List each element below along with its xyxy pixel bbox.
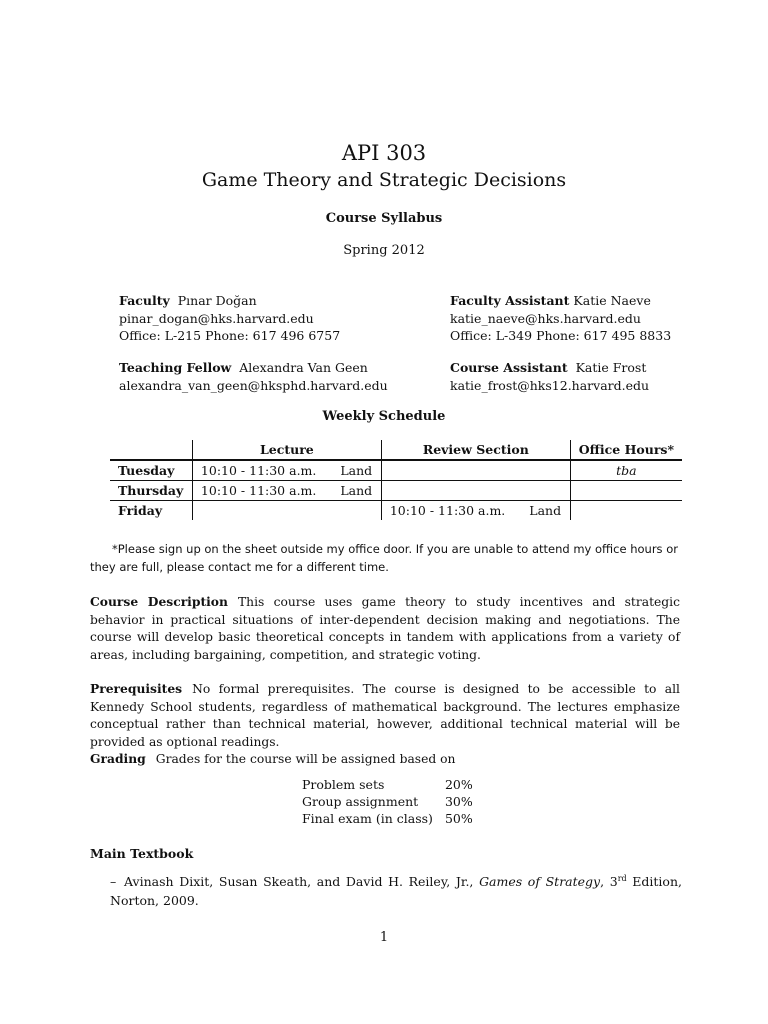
lecture-room: Land xyxy=(340,483,373,498)
grading-label: Grading xyxy=(90,751,146,766)
faculty-assistant-name: Katie Naeve xyxy=(573,293,651,308)
grading xyxy=(90,750,680,769)
review-time: 10:10 - 11:30 a.m. xyxy=(389,503,506,518)
lecture-room: Land xyxy=(340,463,373,478)
review-room: Land xyxy=(529,503,562,518)
page-number: 1 xyxy=(379,930,389,945)
faculty-assistant-block xyxy=(450,292,671,345)
schedule-lecture-cell xyxy=(192,501,381,521)
schedule-title: Weekly Schedule xyxy=(322,409,446,424)
faculty-assistant-email: katie_naeve@hks.harvard.edu xyxy=(450,310,641,326)
schedule-office-cell: tba xyxy=(570,460,682,481)
table-row xyxy=(298,776,477,793)
schedule-note: *Please sign up on the sheet outside my office door. If you are unable to attend my office hours or they are full, please contact me for a different time. xyxy=(90,542,678,574)
grading-text: Grades for the course will be assigned based on xyxy=(155,752,456,766)
textbook-edition-num: , 3 xyxy=(600,874,618,889)
course-assistant-name: Katie Frost xyxy=(575,360,647,375)
lecture-time: 10:10 - 11:30 a.m. xyxy=(200,463,317,478)
table-row xyxy=(110,481,682,501)
course-assistant-role: Course Assistant xyxy=(450,360,568,375)
schedule-lecture-cell xyxy=(192,481,381,501)
doc-type: Course Syllabus xyxy=(325,211,443,226)
prerequisites-label: Prerequisites xyxy=(90,681,183,696)
schedule-review-cell xyxy=(381,501,570,521)
term: Spring 2012 xyxy=(343,243,425,258)
schedule-header-lecture: Lecture xyxy=(192,440,381,460)
schedule-day: Tuesday xyxy=(110,460,192,481)
course-description xyxy=(90,593,680,664)
textbook-authors: Avinash Dixit, Susan Skeath, and David H. Reiley, Jr., xyxy=(124,874,474,889)
grade-item-pct: 30% xyxy=(444,794,473,809)
schedule-office-cell xyxy=(570,501,682,521)
faculty-assistant-office: Office: L-349 Phone: 617 495 8833 xyxy=(450,328,672,343)
prerequisites-text: No formal prerequisites. The course is designed to be accessible to all Kennedy School students, regardless of mathematical background. The lectures emphasize conceptual rather than technical material, however, additional technical material will be provided as optional readings. xyxy=(90,682,680,749)
grading-table xyxy=(298,776,477,827)
schedule-review-cell xyxy=(381,460,570,481)
schedule-header-row xyxy=(110,440,682,460)
table-row xyxy=(298,810,477,827)
schedule-header-office: Office Hours* xyxy=(570,440,682,460)
textbook-heading: Main Textbook xyxy=(90,846,194,861)
schedule-table xyxy=(110,440,682,520)
table-row xyxy=(298,793,477,810)
list-dash: – xyxy=(110,874,117,889)
schedule-lecture-cell xyxy=(192,460,381,481)
schedule-header-blank xyxy=(110,440,192,460)
textbook-edition-rest: Edition, Norton, 2009. xyxy=(110,874,682,908)
table-row xyxy=(110,501,682,521)
course-description-text: This course uses game theory to study incentives and strategic behavior in practical situations of inter-dependent decision making and negotiations. The course will develop basic theoretical concepts in tandem with applications from a variety of areas, including bargaining, competition, and strategic voting. xyxy=(90,595,680,662)
lecture-time: 10:10 - 11:30 a.m. xyxy=(200,483,317,498)
faculty-email: pinar_dogan@hks.harvard.edu xyxy=(119,310,314,326)
schedule-header-review: Review Section xyxy=(381,440,570,460)
prerequisites xyxy=(90,680,680,751)
course-assistant-email: katie_frost@hks12.harvard.edu xyxy=(450,377,650,393)
course-code: API 303 xyxy=(341,141,427,165)
schedule-review-cell xyxy=(381,481,570,501)
schedule-office-cell xyxy=(570,481,682,501)
faculty-block xyxy=(119,292,340,345)
faculty-name: Pınar Doğan xyxy=(177,293,257,308)
textbook-item xyxy=(110,872,682,910)
grade-item-pct: 50% xyxy=(444,811,473,826)
teaching-fellow-name: Alexandra Van Geen xyxy=(239,360,368,375)
faculty-office: Office: L-215 Phone: 617 496 6757 xyxy=(119,328,341,343)
textbook-title: Games of Strategy xyxy=(479,874,601,889)
faculty-role: Faculty xyxy=(119,293,170,308)
course-assistant-block xyxy=(450,359,649,394)
course-title: Game Theory and Strategic Decisions xyxy=(201,169,567,191)
teaching-fellow-email: alexandra_van_geen@hksphd.harvard.edu xyxy=(119,377,388,393)
table-row xyxy=(110,460,682,481)
grade-item-name: Final exam (in class) xyxy=(302,811,433,826)
textbook-edition-sup: rd xyxy=(617,873,627,883)
grade-item-name: Group assignment xyxy=(302,794,419,809)
faculty-assistant-role: Faculty Assistant xyxy=(450,293,570,308)
grade-item-name: Problem sets xyxy=(302,777,385,792)
grade-item-pct: 20% xyxy=(444,777,473,792)
teaching-fellow-role: Teaching Fellow xyxy=(119,360,232,375)
schedule-day: Friday xyxy=(118,503,163,518)
course-description-label: Course Description xyxy=(90,594,228,609)
schedule-day: Thursday xyxy=(110,481,192,501)
teaching-fellow-block xyxy=(119,359,388,394)
